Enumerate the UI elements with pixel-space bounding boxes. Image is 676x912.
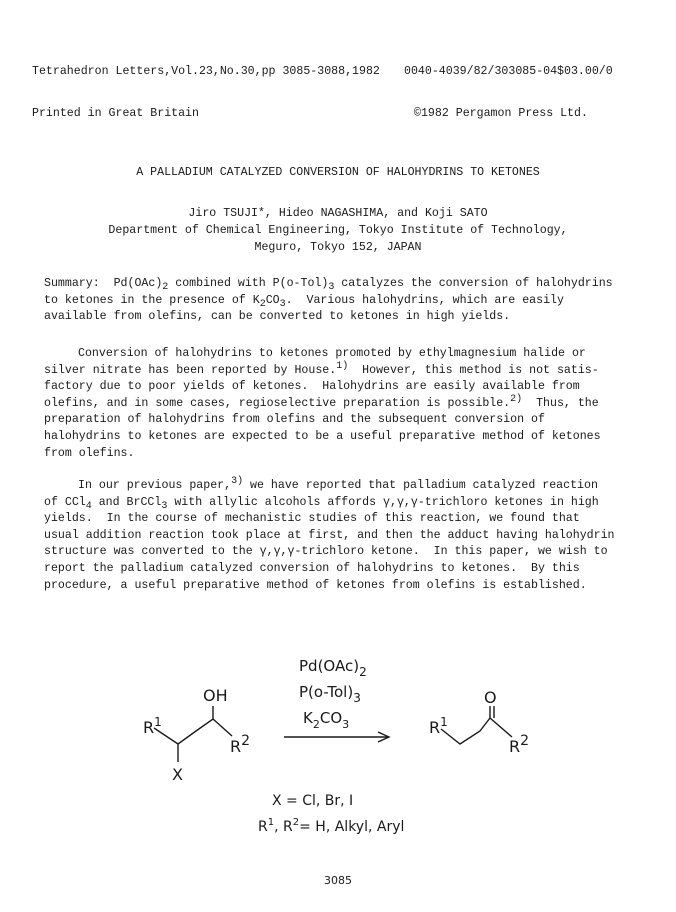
p2-line-1: In our previous paper,3) we have reported that palladium catalyzed reaction (78, 476, 598, 492)
reagent-pd-oac: $Pd(OAc)_2$ (299, 657, 367, 679)
body-paragraph-1 (44, 346, 644, 462)
reference-marker: 2) (510, 393, 523, 405)
p2-line-4: usual addition reaction took place at first, and then the adduct having halohydrin (44, 528, 615, 542)
halohydrin-structure (154, 706, 232, 762)
p2-line-6: report the palladium catalyzed conversion of halohydrins to ketones. By this (44, 561, 580, 575)
reagent-base: $K_2CO_3$ (303, 709, 350, 731)
journal-header-right (404, 37, 613, 149)
r1-label: $R^1$ (143, 715, 162, 737)
p1-line-4: olefins, and in some cases, regioselective preparation is possible.2) Thus, the (44, 393, 599, 410)
page-number: 3085 (324, 874, 352, 887)
p2-line-3: yields. In the course of mechanistic studies of this reaction, we found that (44, 512, 580, 526)
reaction-scheme (0, 640, 676, 850)
p2-line-7: procedure, a useful preparative method of ketones from olefins is established. (44, 578, 587, 592)
affiliation-line-1: Department of Chemical Engineering, Tokyo Institute of Technology, (108, 224, 568, 237)
journal-citation: Tetrahedron Letters,Vol.23,No.30,pp 3085-3088,1982 (32, 65, 380, 78)
reagent-phosphine: $P(o-Tol)_3$ (299, 683, 361, 705)
printed-in: Printed in Great Britain (32, 107, 199, 120)
summary-line-2: to ketones in the presence of K2CO3. Various halohydrins, which are easily (44, 293, 564, 310)
p1-line-5: preparation of halohydrins from olefins and the subsequent conversion of (44, 413, 545, 427)
summary-line-3: available from olefins, can be converted to ketones in high yields. (44, 310, 511, 324)
p2-line-2: of CCl4 and BrCCl3 with allylic alcohols affords γ,γ,γ-trichloro ketones in high (44, 495, 599, 512)
p1-line-6: halohydrins to ketones are expected to be a useful preparative method of ketones (44, 429, 601, 443)
affiliation-line-2: Meguro, Tokyo 152, JAPAN (254, 241, 422, 254)
article-code: 0040-4039/82/303085-04$03.00/0 (404, 65, 613, 78)
body-paragraph-2 (44, 478, 644, 594)
reference-marker: 1) (336, 360, 349, 372)
product-r2-label: R2 (509, 733, 530, 756)
article-title: A PALLADIUM CATALYZED CONVERSION OF HALOHYDRINS TO KETONES (136, 166, 540, 179)
p1-line-1: Conversion of halohydrins to ketones promoted by ethylmagnesium halide or (78, 347, 586, 360)
author-block (0, 205, 676, 256)
halogen-definition: X = Cl, Br, I (272, 793, 354, 809)
copyright: ©1982 Pergamon Press Ltd. (414, 107, 588, 120)
summary-line-1: Summary: Pd(OAc)2 combined with P(o-Tol)3 catalyzes the conversion of halohydrins (44, 277, 613, 293)
r2-label: R2 (230, 733, 251, 756)
reference-marker: 3) (231, 476, 244, 487)
summary-paragraph (44, 276, 644, 326)
carbonyl-oxygen-label: O (484, 688, 497, 707)
author-names: Jiro TSUJI*, Hideo NAGASHIMA, and Koji SATO (188, 207, 488, 220)
halogen-label: X (172, 765, 183, 784)
hydroxyl-label: OH (203, 686, 228, 705)
p2-line-5: structure was converted to the γ,γ,γ-trichloro ketone. In this paper, we wish to (44, 545, 608, 559)
product-r1-label: $R^1$ (429, 715, 448, 737)
substituent-definition: $R^1$, $R^2= H$, Alkyl, Aryl (258, 817, 405, 835)
p1-line-3: factory due to poor yields of ketones. Halohydrins are easily available from (44, 380, 580, 394)
p1-line-7: from olefins. (44, 446, 135, 460)
p1-line-2: silver nitrate has been reported by House.1) However, this method is not satis- (44, 360, 599, 377)
journal-header-left (32, 37, 380, 149)
ketone-structure (441, 706, 512, 744)
reaction-arrow (284, 732, 389, 742)
